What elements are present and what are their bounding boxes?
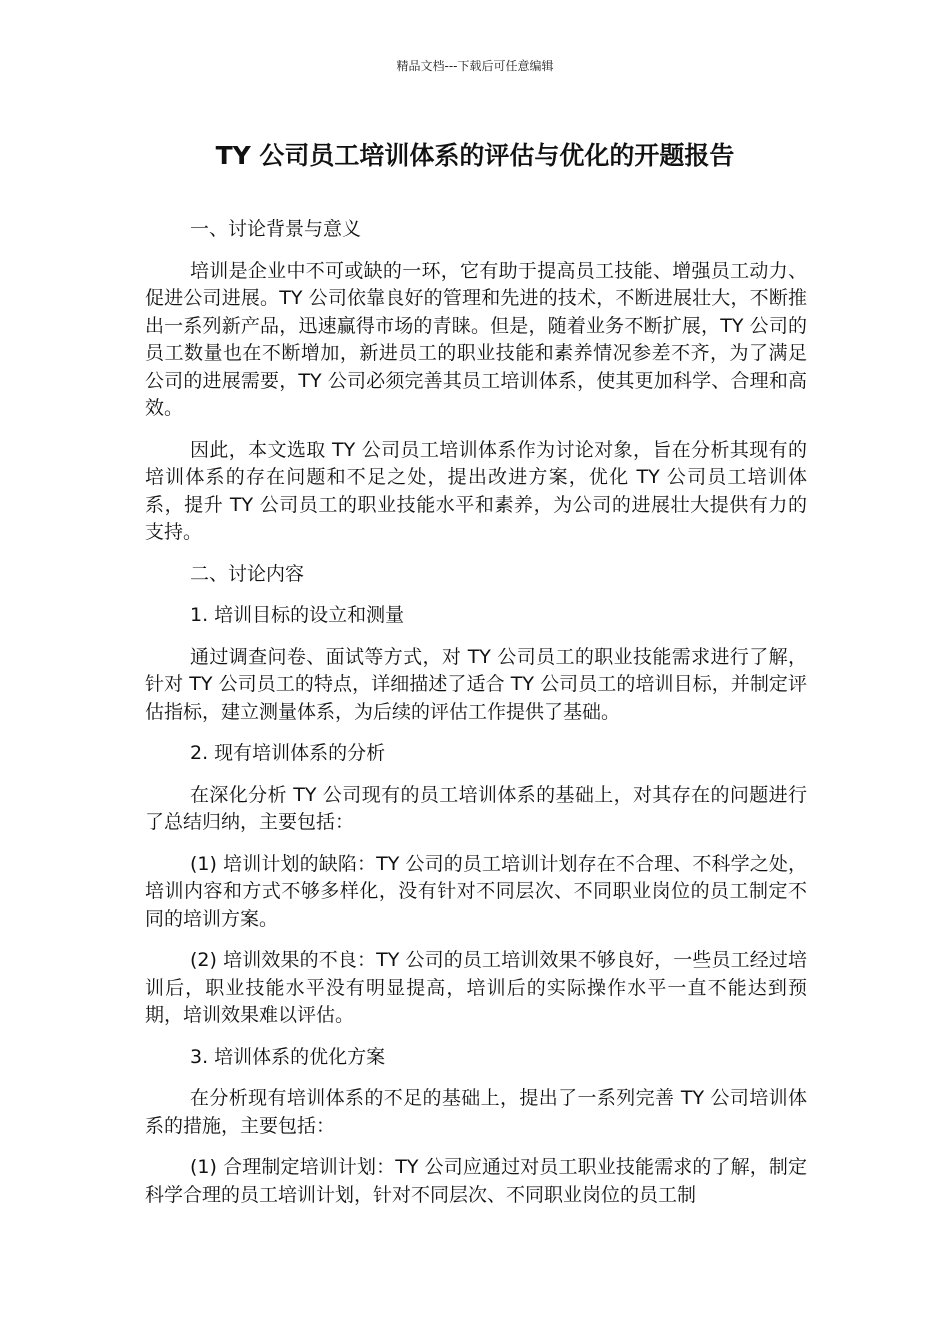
subheading-3: 3. 培训体系的优化方案 <box>190 1045 386 1068</box>
section-heading-content: 二、讨论内容 <box>190 562 305 585</box>
header-note: 精品文档---下载后可任意编辑 <box>396 59 554 73</box>
document-body <box>145 216 807 1223</box>
list-item: (1) 培训计划的缺陷：TY 公司的员工培训计划存在不合理、不科学之处，培训内容和方式不够多样化，没有针对不同层次、不同职业岗位的员工制定不同的培训方案。 <box>145 852 807 930</box>
paragraph: 通过调查问卷、面试等方式，对 TY 公司员工的职业技能需求进行了解，针对 TY 公司员工的特点，详细描述了适合 TY 公司员工的培训目标，并制定评估指标，建立测量体系，为后续的评估工作提供了基础。 <box>145 645 807 723</box>
document-title: TY 公司员工培训体系的评估与优化的开题报告 <box>215 141 735 170</box>
paragraph: 培训是企业中不可或缺的一环，它有助于提高员工技能、增强员工动力、促进公司进展。TY 公司依靠良好的管理和先进的技术，不断进展壮大，不断推出一系列新产品，迅速赢得市场的青睐。但是，随着业务不断扩展，TY 公司的员工数量也在不断增加，新进员工的职业技能和素养情况参差不齐，为了满足公司的进展需要，TY 公司必须完善其员工培训体系，使其更加科学、合理和高效。 <box>145 259 807 419</box>
paragraph: 在深化分析 TY 公司现有的员工培训体系的基础上，对其存在的问题进行了总结归纳，主要包括： <box>145 783 807 833</box>
list-item: (1) 合理制定培训计划：TY 公司应通过对员工职业技能需求的了解，制定科学合理的员工培训计划，针对不同层次、不同职业岗位的员工制 <box>145 1156 807 1206</box>
subheading-2: 2. 现有培训体系的分析 <box>190 742 386 764</box>
subheading-1: 1. 培训目标的设立和测量 <box>190 604 405 626</box>
paragraph: 在分析现有培训体系的不足的基础上，提出了一系列完善 TY 公司培训体系的措施，主要包括： <box>145 1087 807 1137</box>
list-item: (2) 培训效果的不良：TY 公司的员工培训效果不够良好，一些员工经过培训后，职业技能水平没有明显提高，培训后的实际操作水平一直不能达到预期，培训效果难以评估。 <box>145 949 807 1026</box>
section-heading-background: 一、讨论背景与意义 <box>190 218 362 240</box>
paragraph: 因此，本文选取 TY 公司员工培训体系作为讨论对象，旨在分析其现有的培训体系的存在问题和不足之处，提出改进方案，优化 TY 公司员工培训体系，提升 TY 公司员工的职业技能水平和素养，为公司的进展壮大提供有力的支持。 <box>145 438 807 543</box>
